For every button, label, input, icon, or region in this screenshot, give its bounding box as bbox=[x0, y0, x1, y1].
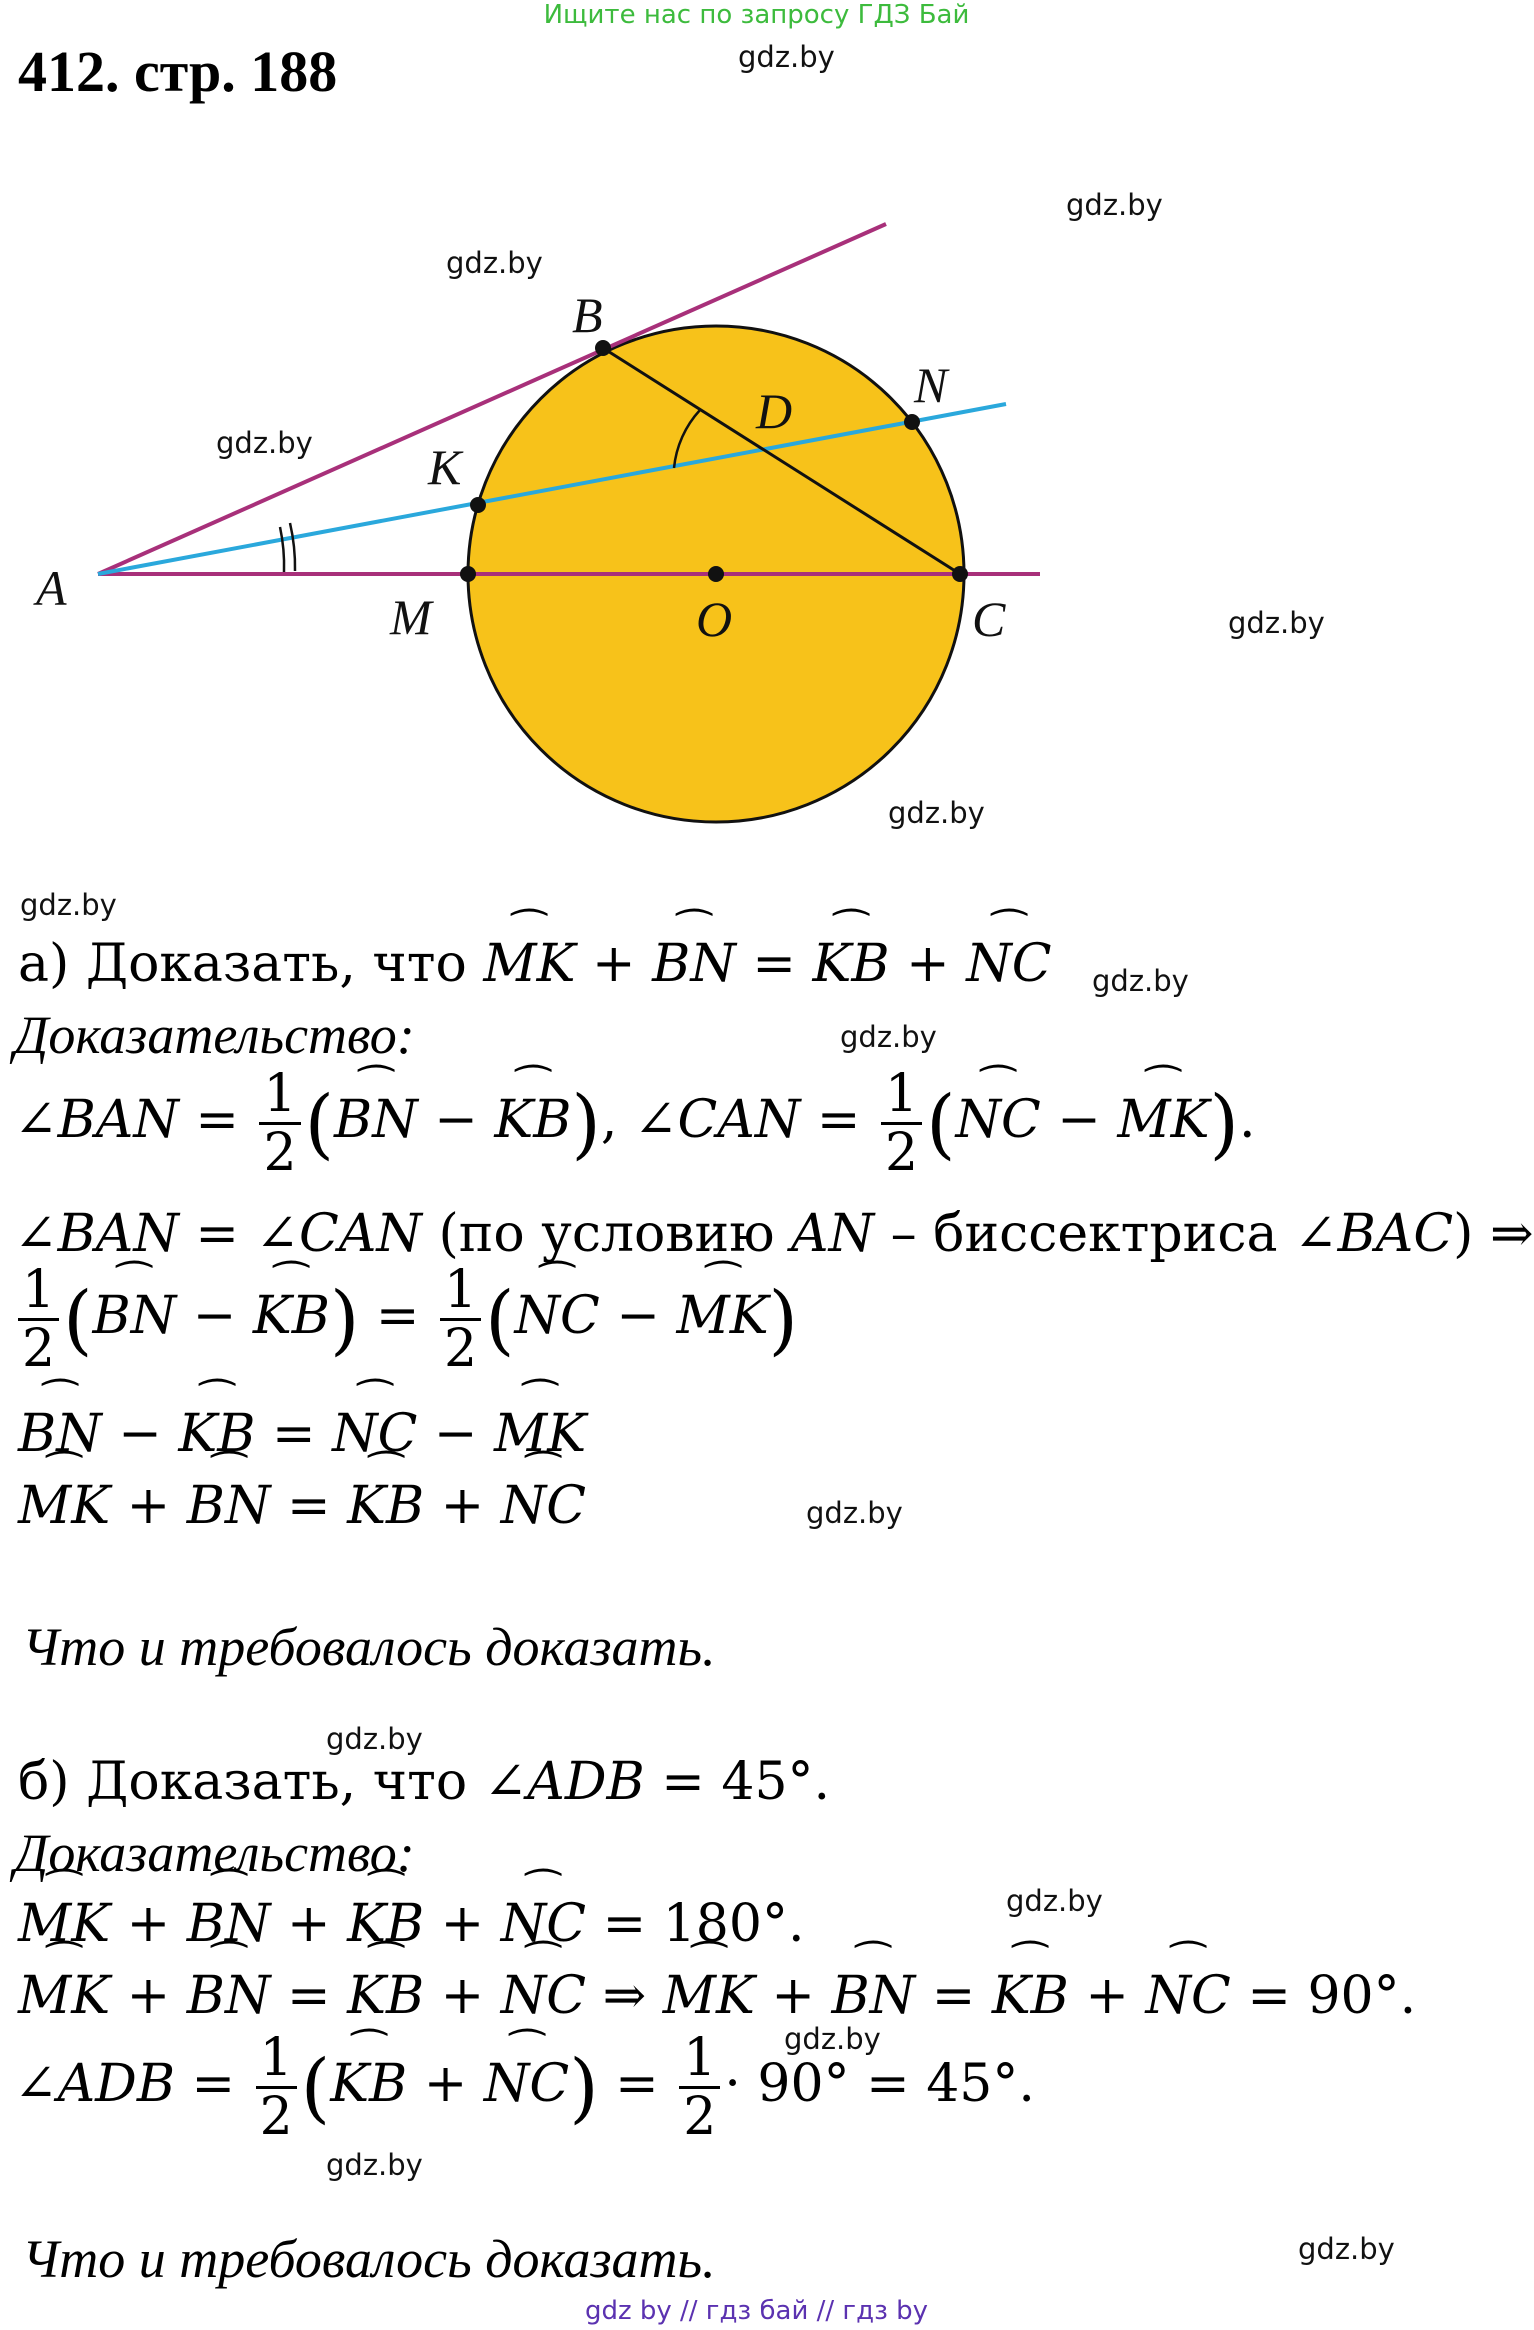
part-b-line-1: ‿ MK + ‿ BN + ‿ KB + ‿ NC = 180°. bbox=[18, 1894, 805, 1954]
label-n: N bbox=[914, 357, 948, 413]
part-b-proof-label: Доказательство: bbox=[14, 1823, 415, 1883]
watermark: gdz.by bbox=[326, 1722, 423, 1756]
watermark: gdz.by bbox=[20, 888, 117, 922]
part-b-line-3: ∠ADB = $\frac{1}{2}$ (‿ KB + ‿ NC) = $\frac{1}{2}$ · 90° = 45°. bbox=[14, 2032, 1035, 2143]
part-a-line-3: $\frac{1}{2}$ (‿ BN − ‿ KB) = $\frac{1}{2}$ (‿ NC − ‿ MK) bbox=[14, 1264, 798, 1375]
label-d: D bbox=[756, 383, 793, 439]
point-c bbox=[952, 566, 968, 582]
footer-links: gdz by // гдз бай // гдз by bbox=[584, 2296, 929, 2326]
top-banner: Ищите нас по запросу ГДЗ Бай bbox=[543, 0, 970, 30]
angle-mark-outer bbox=[280, 527, 284, 572]
part-a-conclusion: Что и требовалось доказать. bbox=[22, 1617, 716, 1677]
geometry-figure bbox=[0, 170, 1513, 850]
watermark: gdz.by bbox=[1228, 606, 1325, 640]
part-a-statement: а) Доказать, что ‿ MK + ‿ BN = ‿ KB + ‿ NC bbox=[18, 934, 1051, 994]
label-m: M bbox=[390, 589, 432, 645]
label-a: A bbox=[36, 560, 67, 616]
watermark: gdz.by bbox=[1298, 2232, 1395, 2266]
watermark: gdz.by bbox=[784, 2022, 881, 2056]
watermark: gdz.by bbox=[738, 40, 835, 74]
watermark: gdz.by bbox=[216, 426, 313, 460]
watermark: gdz.by bbox=[1006, 1884, 1103, 1918]
point-o bbox=[708, 566, 724, 582]
part-b-line-2: ‿ MK + ‿ BN = ‿ KB + ‿ NC ⇒ ‿ MK + ‿ BN = ‿ KB + ‿ NC = 90°. bbox=[18, 1966, 1416, 2026]
part-a-line-1: ∠BAN = $\frac{1}{2}$ (‿ BN − ‿ KB), ∠CAN = $\frac{1}{2}$ (‿ NC − ‿ MK). bbox=[14, 1068, 1255, 1179]
page-title: 412. стр. 188 bbox=[18, 39, 338, 104]
watermark: gdz.by bbox=[888, 796, 985, 830]
part-a-line-2: ∠BAN = ∠CAN (по условию AN – биссектриса ∠BAC) ⇒ bbox=[14, 1204, 1534, 1264]
point-n bbox=[904, 414, 920, 430]
label-o: O bbox=[696, 591, 733, 647]
watermark: gdz.by bbox=[1092, 964, 1189, 998]
label-b: B bbox=[572, 287, 603, 343]
part-b-conclusion: Что и требовалось доказать. bbox=[22, 2229, 716, 2289]
watermark: gdz.by bbox=[1066, 188, 1163, 222]
watermark: gdz.by bbox=[446, 246, 543, 280]
point-m bbox=[460, 566, 476, 582]
part-a-line-4: ‿ BN − ‿ KB = ‿ NC − ‿ MK bbox=[18, 1404, 586, 1464]
label-k: K bbox=[428, 439, 462, 495]
label-c: C bbox=[972, 591, 1006, 647]
angle-mark-inner bbox=[290, 523, 295, 571]
part-a-line-5: ‿ MK + ‿ BN = ‿ KB + ‿ NC bbox=[18, 1476, 586, 1536]
watermark: gdz.by bbox=[806, 1496, 903, 1530]
point-k bbox=[470, 497, 486, 513]
watermark: gdz.by bbox=[840, 1020, 937, 1054]
part-a-proof-label: Доказательство: bbox=[14, 1005, 415, 1065]
part-b-statement: б) Доказать, что ∠ADB = 45°. bbox=[18, 1752, 831, 1812]
watermark: gdz.by bbox=[326, 2148, 423, 2182]
